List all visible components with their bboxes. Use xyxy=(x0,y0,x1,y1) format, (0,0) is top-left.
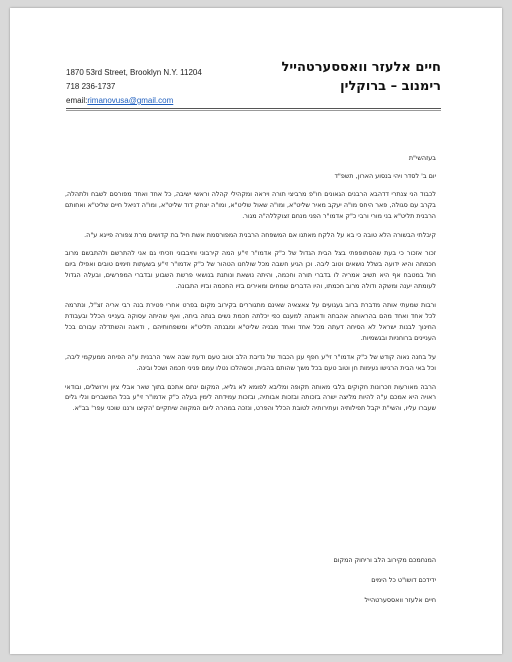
closing-line: ידידכם דושו"ט כל הימים xyxy=(371,576,436,584)
letterhead-divider xyxy=(66,108,441,109)
letterhead-address-block xyxy=(66,66,202,108)
phone-number: 718 236-1737 xyxy=(66,82,116,91)
closing-line: המנחמכם מקירוב הלב וריחוק המקום xyxy=(333,556,436,564)
letter-closing xyxy=(334,550,436,610)
letterhead-divider-thin xyxy=(66,110,441,111)
letter-page xyxy=(10,8,502,654)
letter-body xyxy=(65,153,436,422)
paragraph: לכבוד הני צנתרי דדהבא הרבנים הגאונים חו"פ מרביצי תורה ויראה ומקהילי קהלה וראשי ישיבה, כל אחד ואחד מפורסם לשבח ולתהלה, בקרב עם סגולה, פאר היחס מו"ה יעקב מאיר שליט"א, ומו"ה שאול שליט"א, ומו"ה יצחק דוד שליט"א, ומו"ה דניאל חיים שליט"א ואחותם הרבנית תליט"א בני מורי ורבי כ"ק אדמו"ר הפני מנחם זצוקללה"ה מגור. xyxy=(65,189,436,220)
letter-date: יום ב' לסדר ויהי בנסוע הארון, תשפ"ד xyxy=(334,171,436,180)
signature-name: חיים אלעזר וואססערטהייל xyxy=(364,596,436,604)
email-label: email: xyxy=(66,96,88,105)
paragraph: קיבלתי הבשורה הלא טובה כי בא על הלקח מאתנו אם המשפחה הרבנית המפורסמת אשת חיל בת קדושים מרת צפורה פייגא ע"ה. xyxy=(84,230,436,239)
letterhead-name-block xyxy=(281,58,441,96)
paragraph: הרבה מאורעות וזכרונות חקוקים בלבי מאותה תקופה ומליבא לפומא לא גליא, המקום ינחם אתכם בתוך שאר אבלי ציון וירושלים, ובודאי ראויה היא אמכם ע"ה להיות מליצה ישרה בזכותה ובזכות אבותיה, ובזכות עמידתה לימין בעלה כ"ק אדמו"ר זי"ע בכל המשברים ונלי גלים שעברו עליו, והשי"ת יקבל תפילותיה ועתירותיה לטובת הכלל והפרט, ונזכה במהרה ליום המקווה שיתקיים 'הקיצו ורננו שוכני עפר' בב"א. xyxy=(65,382,436,413)
email-line xyxy=(66,94,202,108)
sender-name: חיים אלעזר וואססערטהייל xyxy=(281,60,441,75)
sender-location: רימנוב – ברוקלין xyxy=(340,79,441,94)
paragraph: על בחנה נאוה קודש של כ"ק אדמו"ר זי"ע חפף ענן הכבוד של נדיבת הלב וטוב טעם ודעת שבה אשר הרבנית ע"ה הפיחה ממעקמי ליבה, וכל באי הבית הרגישו נעימות חן וטוב טעם בכל משך שהותם בהבית, וכשהלכו נטלו עמם פניני חכמה ושכל ובינה. xyxy=(65,352,436,372)
salutation: בעזהשי"ת xyxy=(408,154,436,162)
paragraph: זכור אזכור כי בעת שהסתופפתי בצל הבית הגדול של כ"ק אדמו"ר זי"ע המה קירבוני וחיבבוני וזכיתי גם אני להתרשם ולהתבשם מרוב חכמתה והיא ידועה בשלל נושאים וטוב ליבה. וכן הגיע חשבה מכל שולחנו הטהור של כ"ק אדמו"ר זי"ע בשעתות וזימים טובים ואפילו ביום חול במטבח אף היא תשיב אמריה לו בדברי תורה וחכמה, והיתה נושאת ונותנת בנושאי פרשת השבוע ובדברי המפרשים, ובעלה הגדול לעומתה יענה ומשקה ודולה מרוב חכמתו, והיו הדברים שמחים ומאירים בזיו החכמה ובזיו התבונה. xyxy=(65,249,436,291)
email-link[interactable]: rimanovusa@gmail.com xyxy=(87,96,174,105)
paragraph: ורבות שמעתי אותה מדברת ברוב געגועים על צאצאיה שאינם מתגוררים בקירוב מקום בפרט אחרי פטירת בנה רבי אריה זצ"ל, ונתרמה לכל אחד ואחד מהם בהראותה אהבתה ודאגתה למענם כפי יכלתה חכמת נשים בנתה ביתה, ואף שהיתה עסוקה בענייני הכלל ובעבודת החינוך לבנות ישראל לא הסיחה דעתה מכל אחד ואחד מבניה שליט"א ומבנתה תליט"א ומשפחותיהם , ודאגה והשתדלה עבורם בכל העניינים ברוחניות ובגשמיות. xyxy=(65,301,436,342)
street-address: 1870 53rd Street, Brooklyn N.Y. 11204 xyxy=(66,68,202,77)
